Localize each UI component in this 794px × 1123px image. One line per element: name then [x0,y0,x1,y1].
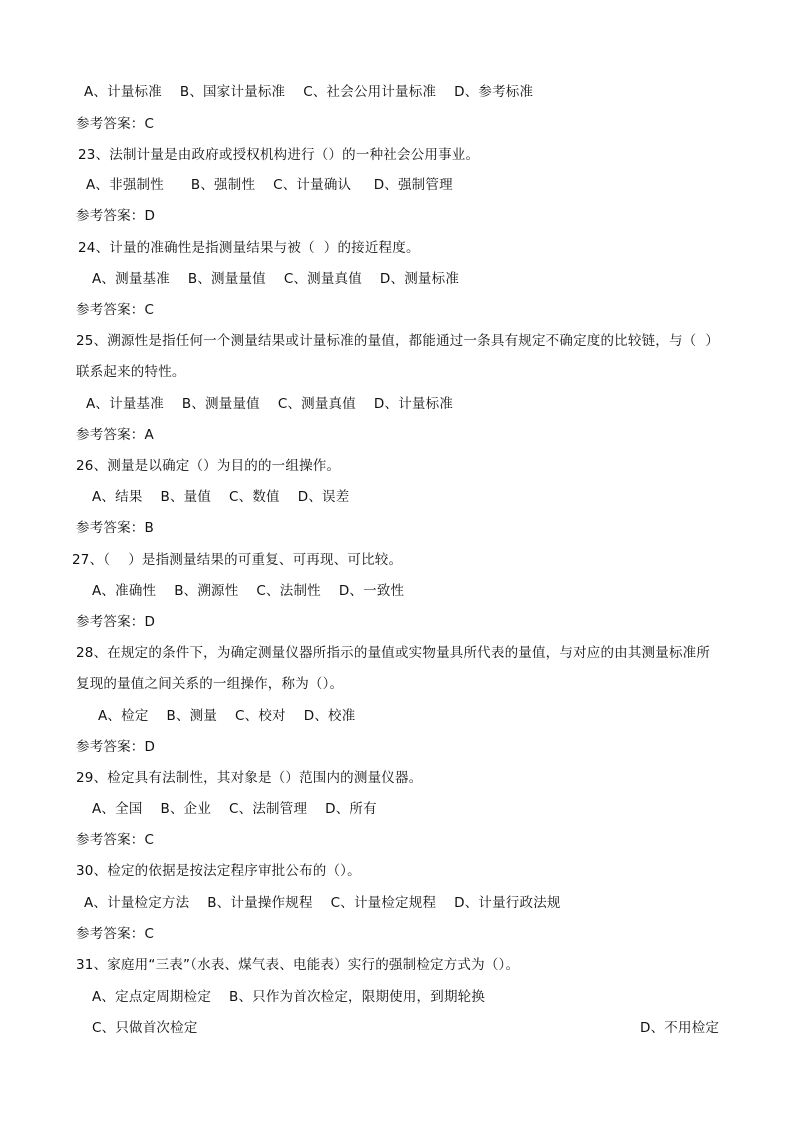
question-28-cont: 复现的量值之间关系的一组操作，称为（）。 [76,676,344,692]
answer-line: 参考答案：C [76,926,155,942]
question-24: 24、计量的准确性是指测量结果与被（ ）的接近程度。 [78,240,420,256]
answer-line: 参考答案：C [76,116,155,132]
options-line: A、计量标准 B、国家计量标准 C、社会公用计量标准 D、参考标准 [84,84,534,100]
option-d: D、不用检定 [640,1020,720,1036]
options-line: A、计量基准 B、测量量值 C、测量真值 D、计量标准 [86,396,454,412]
question-29: 29、检定具有法制性，其对象是（）范围内的测量仪器。 [76,770,423,786]
question-25-cont: 联系起来的特性。 [76,364,186,380]
question-30: 30、检定的依据是按法定程序审批公布的（）。 [76,863,361,879]
options-line: A、测量基准 B、测量量值 C、测量真值 D、测量标准 [92,271,460,287]
question-27: 27、（ ）是指测量结果的可重复、可再现、可比较。 [72,552,403,568]
answer-line: 参考答案：C [76,832,155,848]
answer-line: 参考答案：B [76,520,154,536]
answer-line: 参考答案：C [76,302,155,318]
option-c: C、只做首次检定 [92,1020,198,1036]
answer-line: 参考答案：D [76,739,156,755]
options-line: A、全国 B、企业 C、法制管理 D、所有 [92,801,377,817]
options-line: A、结果 B、量值 C、数值 D、误差 [92,489,350,505]
options-line: A、计量检定方法 B、计量操作规程 C、计量检定规程 D、计量行政法规 [84,895,561,911]
options-line: A、非强制性 B、强制性 C、计量确认 D、强制管理 [86,177,453,193]
question-25: 25、溯源性是指任何一个测量结果或计量标准的量值，都能通过一条具有规定不确定度的比较链，与（ ） [76,333,720,349]
question-26: 26、测量是以确定（）为目的的一组操作。 [76,458,341,474]
answer-line: 参考答案：D [76,208,156,224]
answer-line: 参考答案：D [76,614,156,630]
question-31: 31、家庭用“三表”（水表、煤气表、电能表）实行的强制检定方式为（）。 [76,957,520,973]
options-line: A、检定 B、测量 C、校对 D、校准 [98,708,356,724]
options-line: A、定点定周期检定 B、只作为首次检定，限期使用，到期轮换 [92,989,486,1005]
answer-line: 参考答案：A [76,427,154,443]
question-23: 23、法制计量是由政府或授权机构进行（）的一种社会公用事业。 [78,147,480,163]
question-28: 28、在规定的条件下，为确定测量仪器所指示的量值或实物量具所代表的量值，与对应的由其测量标准所 [76,645,711,661]
options-line: A、准确性 B、溯源性 C、法制性 D、一致性 [92,583,405,599]
